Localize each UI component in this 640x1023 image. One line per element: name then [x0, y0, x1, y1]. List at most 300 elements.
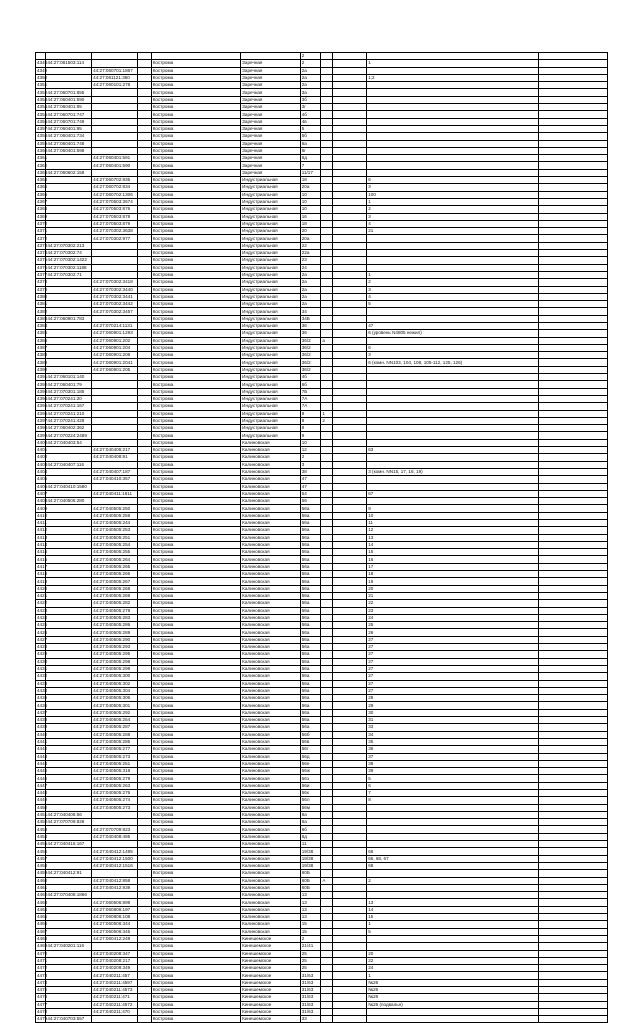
city-cell: Кострома — [151, 206, 240, 213]
building-cell — [321, 884, 332, 891]
empty-cell — [332, 1008, 366, 1015]
row-number-cell: 4381 — [37, 301, 48, 307]
street-cell: Калиновская — [241, 592, 301, 599]
object-number-cell: 44:27:040211:4597 — [92, 979, 138, 986]
house-cell: 38 — [300, 468, 321, 475]
street-cell: Заречная — [241, 118, 301, 125]
empty-cell — [332, 104, 366, 111]
empty-cell — [332, 82, 366, 89]
street-cell: Калиновская — [241, 673, 301, 680]
building-cell: 2 — [321, 417, 332, 424]
cadastral-number-cell: 44:27:040403:54 — [46, 439, 92, 446]
city-cell: Кострома — [151, 213, 240, 220]
apartment-cell — [367, 804, 539, 811]
apartment-cell: 1 — [367, 271, 539, 278]
cadastral-number-cell — [46, 235, 92, 242]
building-cell — [321, 439, 332, 446]
row-number-cell: 4422 — [37, 600, 48, 606]
object-number-cell: 44:27:040505:293 — [92, 644, 138, 651]
row-number-cell: 4354 — [37, 104, 48, 110]
cadastral-number-cell: 44:27:070408:1866 — [46, 892, 92, 899]
street-cell: Кинешемское — [241, 979, 301, 986]
table-row — [36, 293, 608, 300]
city-cell: Кострома — [151, 935, 240, 942]
street-cell: Индустриальная — [241, 403, 301, 410]
object-number-cell — [92, 242, 138, 249]
empty-cell — [539, 965, 608, 972]
house-cell: 3 — [300, 461, 321, 468]
empty-cell — [539, 89, 608, 96]
house-cell: 36/2 — [300, 359, 321, 366]
table-row — [36, 855, 608, 862]
empty-cell — [332, 410, 366, 417]
object-number-cell: 44:27:040505:276 — [92, 789, 138, 796]
empty-cell — [539, 198, 608, 205]
house-cell: 47 — [300, 483, 321, 490]
house-cell: 56а — [300, 541, 321, 548]
object-number-cell: 44:27:070302:3442 — [92, 301, 138, 308]
cadastral-number-cell — [46, 206, 92, 213]
empty-cell — [138, 571, 152, 578]
row-number-cell: 4388 — [37, 352, 48, 358]
cadastral-number-cell — [46, 468, 92, 475]
city-cell: Кострома — [151, 184, 240, 191]
house-cell: 2а — [300, 82, 321, 89]
house-cell: 6а — [300, 140, 321, 147]
cadastral-number-cell — [46, 322, 92, 329]
empty-cell — [332, 322, 366, 329]
empty-cell — [332, 950, 366, 957]
empty-cell — [539, 534, 608, 541]
object-number-cell — [92, 381, 138, 388]
object-number-cell: 44:27:040505:290 — [92, 636, 138, 643]
empty-cell — [138, 687, 152, 694]
building-cell — [321, 155, 332, 162]
table-row — [36, 972, 608, 979]
building-cell — [321, 250, 332, 257]
table-row — [36, 96, 608, 103]
cadastral-number-cell — [46, 987, 92, 994]
empty-cell — [138, 921, 152, 928]
empty-cell — [332, 461, 366, 468]
city-cell: Кострома — [151, 308, 240, 315]
empty-cell — [539, 979, 608, 986]
empty-cell — [539, 950, 608, 957]
empty-cell — [138, 432, 152, 439]
building-cell — [321, 359, 332, 366]
city-cell: Кострома — [151, 1008, 240, 1015]
cadastral-number-cell — [46, 760, 92, 767]
cadastral-number-cell — [46, 352, 92, 359]
object-number-cell: 44:27:040408:91 — [92, 454, 138, 461]
street-cell: Калиновская — [241, 454, 301, 461]
apartment-cell — [367, 476, 539, 483]
object-number-cell: 44:27:040211:470 — [92, 1008, 138, 1015]
cadastral-number-cell — [46, 563, 92, 570]
empty-cell — [332, 541, 366, 548]
empty-cell — [138, 541, 152, 548]
empty-cell — [332, 928, 366, 935]
table-row — [36, 206, 608, 213]
row-number-cell: 4400 — [37, 439, 48, 445]
apartment-cell: 20 — [367, 585, 539, 592]
empty-cell — [539, 614, 608, 621]
house-cell: 47 — [300, 476, 321, 483]
cadastral-number-cell — [46, 673, 92, 680]
apartment-cell: 11 — [367, 520, 539, 527]
house-cell: 8 — [300, 410, 321, 417]
building-cell — [321, 571, 332, 578]
row-number-cell: 4373 — [37, 242, 48, 248]
empty-cell — [138, 286, 152, 293]
apartment-cell: 1;2 — [367, 74, 539, 81]
row-number-cell: 4459 — [37, 870, 48, 876]
table-row — [36, 768, 608, 775]
empty-cell — [332, 374, 366, 381]
apartment-cell — [367, 884, 539, 891]
empty-cell — [539, 264, 608, 271]
empty-cell — [539, 987, 608, 994]
object-number-cell — [92, 483, 138, 490]
table-row — [36, 994, 608, 1001]
cadastral-number-cell: 44:27:070301:185 — [46, 388, 92, 395]
empty-cell — [138, 60, 152, 67]
empty-cell — [539, 359, 608, 366]
cadastral-number-cell — [46, 687, 92, 694]
empty-cell — [138, 622, 152, 629]
city-cell: Кострома — [151, 622, 240, 629]
empty-cell — [539, 957, 608, 964]
empty-cell — [539, 738, 608, 745]
building-cell — [321, 461, 332, 468]
house-cell: 8 — [300, 417, 321, 424]
row-number-cell: 4357 — [37, 126, 48, 132]
empty-cell — [332, 877, 366, 884]
table-row — [36, 819, 608, 826]
empty-cell — [138, 892, 152, 899]
cadastral-number-cell: 44:27:060401:95 — [46, 104, 92, 111]
street-cell: Калиновская — [241, 614, 301, 621]
table-row — [36, 468, 608, 475]
object-number-cell — [92, 147, 138, 154]
apartment-cell — [367, 870, 539, 877]
empty-cell — [332, 607, 366, 614]
city-cell: Кострома — [151, 228, 240, 235]
apartment-cell: 15 — [367, 914, 539, 921]
empty-cell — [539, 395, 608, 402]
empty-cell — [539, 768, 608, 775]
building-cell — [321, 242, 332, 249]
row-number-cell: 4361 — [37, 155, 48, 161]
empty-cell — [332, 439, 366, 446]
building-cell — [321, 82, 332, 89]
city-cell: Кострома — [151, 381, 240, 388]
building-cell — [321, 950, 332, 957]
empty-cell — [138, 797, 152, 804]
street-cell: Калиновская — [241, 498, 301, 505]
object-number-cell — [92, 417, 138, 424]
table-row — [36, 381, 608, 388]
row-number-cell: 4411 — [37, 520, 47, 526]
row-number-cell: 4404 — [37, 469, 48, 475]
cadastral-number-cell — [46, 753, 92, 760]
object-number-cell: 44:27:060901:1293 — [92, 330, 138, 337]
empty-cell — [138, 848, 152, 855]
building-cell: 1 — [321, 410, 332, 417]
empty-cell — [138, 753, 152, 760]
house-cell: 36/2 — [300, 352, 321, 359]
building-cell — [321, 104, 332, 111]
city-cell: Кострома — [151, 359, 240, 366]
empty-cell — [332, 53, 366, 60]
cadastral-number-cell: 44:27:040703:557 — [46, 1016, 92, 1023]
city-cell: Кострома — [151, 746, 240, 753]
house-cell: 6б — [300, 826, 321, 833]
empty-cell — [332, 994, 366, 1001]
building-cell — [321, 403, 332, 410]
empty-cell — [539, 53, 608, 60]
building-cell — [321, 162, 332, 169]
cadastral-number-cell — [46, 490, 92, 497]
cadastral-number-cell — [46, 775, 92, 782]
apartment-cell: 20 — [367, 950, 539, 957]
apartment-cell — [367, 308, 539, 315]
apartment-cell — [367, 147, 539, 154]
table-row — [36, 563, 608, 570]
street-cell: Калиновская — [241, 892, 301, 899]
empty-cell — [539, 622, 608, 629]
city-cell: Кострома — [151, 578, 240, 585]
empty-cell — [539, 746, 608, 753]
table-row — [36, 322, 608, 329]
cadastral-number-cell — [46, 67, 92, 74]
table-row — [36, 665, 608, 672]
city-cell: Кострома — [151, 833, 240, 840]
empty-cell — [539, 848, 608, 855]
table-row — [36, 301, 608, 308]
row-number-cell: 4473 — [37, 972, 48, 978]
apartment-cell — [367, 82, 539, 89]
empty-cell — [539, 228, 608, 235]
city-cell: Кострома — [151, 505, 240, 512]
street-cell: Индустриальная — [241, 330, 301, 337]
empty-cell — [539, 862, 608, 869]
building-cell — [321, 680, 332, 687]
cadastral-number-cell — [46, 571, 92, 578]
building-cell: а — [321, 337, 332, 344]
apartment-cell: 1 — [367, 198, 539, 205]
table-row — [36, 592, 608, 599]
table-row — [36, 600, 608, 607]
house-cell: 56а — [300, 644, 321, 651]
cadastral-number-cell — [46, 826, 92, 833]
apartment-cell: 31 — [367, 717, 539, 724]
cadastral-number-cell — [46, 614, 92, 621]
city-cell: Кострома — [151, 271, 240, 278]
apartment-cell — [367, 425, 539, 432]
empty-cell — [539, 352, 608, 359]
empty-cell — [539, 1001, 608, 1008]
cadastral-number-cell — [46, 695, 92, 702]
street-cell: Индустриальная — [241, 293, 301, 300]
building-cell — [321, 432, 332, 439]
empty-cell — [332, 125, 366, 132]
building-cell — [321, 797, 332, 804]
empty-cell — [138, 972, 152, 979]
object-number-cell — [92, 374, 138, 381]
cadastral-number-cell — [46, 279, 92, 286]
apartment-cell — [367, 257, 539, 264]
city-cell: Кострома — [151, 169, 240, 176]
building-cell — [321, 534, 332, 541]
building-cell — [321, 53, 332, 60]
table-row — [36, 556, 608, 563]
cadastral-number-cell — [46, 578, 92, 585]
empty-cell — [539, 724, 608, 731]
city-cell: Кострома — [151, 775, 240, 782]
city-cell: Кострома — [151, 921, 240, 928]
table-row — [36, 162, 608, 169]
apartment-cell: 1 — [367, 60, 539, 67]
cadastral-number-cell: 44:27:040407:116 — [46, 461, 92, 468]
empty-cell — [539, 826, 608, 833]
house-cell: 56а — [300, 651, 321, 658]
empty-cell — [332, 308, 366, 315]
city-cell: Кострома — [151, 534, 240, 541]
city-cell: Кострома — [151, 74, 240, 81]
empty-cell — [332, 592, 366, 599]
table-row — [36, 1008, 608, 1015]
row-number-cell: 4420 — [37, 585, 48, 591]
empty-cell — [539, 67, 608, 74]
apartment-cell — [367, 461, 539, 468]
city-cell: Кострома — [151, 301, 240, 308]
building-cell — [321, 374, 332, 381]
building-cell — [321, 987, 332, 994]
street-cell: Заречная — [241, 89, 301, 96]
building-cell — [321, 235, 332, 242]
apartment-cell: 6 — [367, 177, 539, 184]
empty-cell — [138, 804, 152, 811]
building-cell — [321, 702, 332, 709]
empty-cell — [539, 884, 608, 891]
city-cell: Кострома — [151, 330, 240, 337]
house-cell: 56а — [300, 665, 321, 672]
cadastral-number-cell — [46, 804, 92, 811]
empty-cell — [332, 811, 366, 818]
building-cell — [321, 556, 332, 563]
street-cell: Калиновская — [241, 804, 301, 811]
city-cell: Кострома — [151, 585, 240, 592]
cadastral-number-cell — [46, 286, 92, 293]
apartment-cell — [367, 454, 539, 461]
row-number-cell: 4355 — [37, 111, 48, 117]
row-number-cell: 4446 — [37, 775, 48, 781]
street-cell: Индустриальная — [241, 257, 301, 264]
street-cell: Индустриальная — [241, 381, 301, 388]
row-number-cell: 4413 — [37, 534, 48, 540]
city-cell: Кострома — [151, 395, 240, 402]
object-number-cell — [92, 870, 138, 877]
cadastral-number-cell: 44:27:040412:91 — [46, 870, 92, 877]
building-cell — [321, 322, 332, 329]
building-cell — [321, 965, 332, 972]
object-number-cell: 44:27:040505:300 — [92, 673, 138, 680]
table-row — [36, 965, 608, 972]
object-number-cell: 44:27:040505:251 — [92, 760, 138, 767]
empty-cell — [332, 862, 366, 869]
apartment-cell — [367, 439, 539, 446]
cadastral-number-cell — [46, 914, 92, 921]
object-number-cell: 44:27:060806:108 — [92, 914, 138, 921]
city-cell: Кострома — [151, 687, 240, 694]
city-cell: Кострома — [151, 220, 240, 227]
object-number-cell — [92, 388, 138, 395]
empty-cell — [138, 928, 152, 935]
house-cell: 2 — [300, 454, 321, 461]
city-cell: Кострома — [151, 819, 240, 826]
row-number-cell: 4428 — [37, 644, 48, 650]
apartment-cell: 1 — [367, 921, 539, 928]
street-cell: Кинешемское — [241, 987, 301, 994]
cadastral-number-cell — [46, 928, 92, 935]
empty-cell — [332, 884, 366, 891]
apartment-cell — [367, 235, 539, 242]
street-cell: Индустриальная — [241, 395, 301, 402]
apartment-cell — [367, 125, 539, 132]
cadastral-number-cell — [46, 82, 92, 89]
empty-cell — [539, 133, 608, 140]
empty-cell — [539, 665, 608, 672]
city-cell: Кострома — [151, 826, 240, 833]
table-row — [36, 447, 608, 454]
row-number-cell: 4377 — [37, 272, 48, 278]
empty-cell — [332, 702, 366, 709]
building-cell — [321, 695, 332, 702]
empty-cell — [539, 250, 608, 257]
empty-cell — [138, 673, 152, 680]
city-cell: Кострома — [151, 417, 240, 424]
building-cell — [321, 899, 332, 906]
cadastral-number-cell — [46, 665, 92, 672]
house-cell: 16 — [300, 213, 321, 220]
empty-cell — [332, 527, 366, 534]
empty-cell — [539, 286, 608, 293]
apartment-cell — [367, 819, 539, 826]
row-number-cell: 4351 — [37, 82, 48, 88]
empty-cell — [332, 250, 366, 257]
street-cell: Калиновская — [241, 534, 301, 541]
empty-cell — [138, 987, 152, 994]
apartment-cell: 24 — [367, 965, 539, 972]
empty-cell — [332, 490, 366, 497]
city-cell: Кострома — [151, 541, 240, 548]
table-row — [36, 242, 608, 249]
empty-cell — [332, 177, 366, 184]
row-number-cell: 4444 — [37, 760, 48, 766]
city-cell: Кострома — [151, 257, 240, 264]
empty-cell — [539, 220, 608, 227]
empty-cell — [539, 454, 608, 461]
house-cell: 56а — [300, 607, 321, 614]
street-cell: Индустриальная — [241, 177, 301, 184]
house-cell: 25 — [300, 965, 321, 972]
object-number-cell: 44:27:040208:347 — [92, 950, 138, 957]
empty-cell — [539, 118, 608, 125]
street-cell: Калиновская — [241, 622, 301, 629]
table-row — [36, 505, 608, 512]
cadastral-number-cell — [46, 155, 92, 162]
